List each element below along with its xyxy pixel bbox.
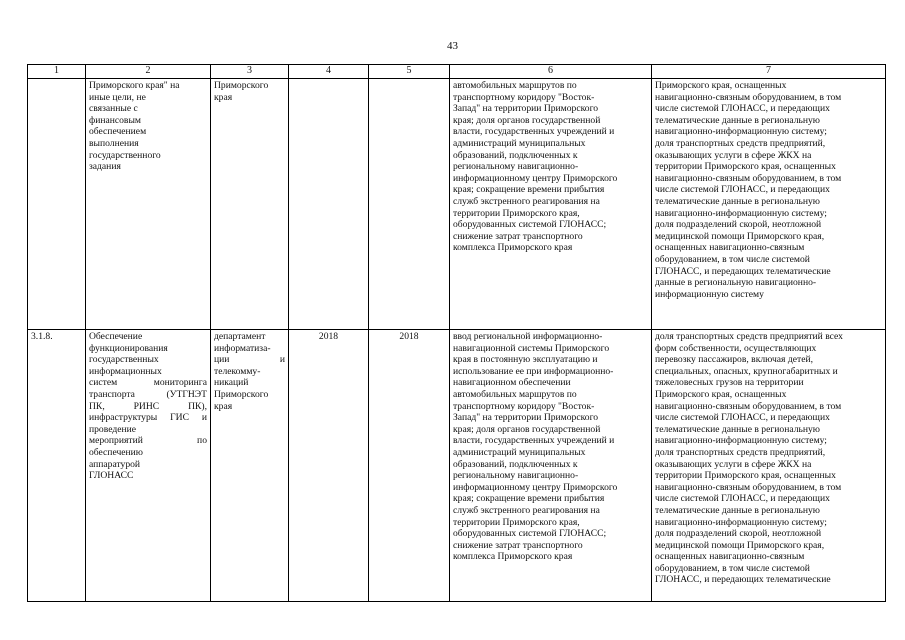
cell-text-line: образований, подключенных к — [453, 458, 578, 470]
cell-text-line: снижение затрат транспортного — [453, 230, 583, 242]
cell-text-line: комплекса Приморского края — [453, 242, 573, 254]
cell-text-line: иные цели, не — [89, 91, 146, 103]
table-cell-col-3 — [211, 79, 289, 330]
cell-text-line: мероприятий по — [89, 435, 207, 447]
cell-text-line: телематические данные в региональную — [655, 423, 820, 435]
cell-text-line: края; сокращение времени прибытия — [453, 184, 605, 196]
cell-text-line: числе системой ГЛОНАСС, и передающих — [655, 493, 830, 505]
column-header: 2 — [86, 65, 211, 79]
cell-text-line: власти, государственных учреждений и — [453, 126, 615, 138]
cell-text-line: числе системой ГЛОНАСС, и передающих — [655, 103, 830, 115]
column-header: 4 — [289, 65, 369, 79]
cell-text-line: территории Приморского края, — [453, 516, 580, 528]
cell-text-line: специальных, опасных, крупногабаритных и — [655, 365, 838, 377]
cell-text-line: информационному центру Приморского — [453, 481, 618, 493]
cell-text-line: телематические данные в региональную — [655, 114, 820, 126]
cell-text-line: ГЛОНАСС, и передающих телематические — [655, 574, 831, 586]
column-header: 3 — [211, 65, 289, 79]
cell-text-line: аппаратурой — [89, 458, 141, 470]
cell-text-line: проведение — [89, 423, 136, 435]
cell-text-line: автомобильных маршрутов по — [453, 388, 577, 400]
measures-table — [27, 64, 886, 602]
table-cell-col-4: 2018 — [289, 330, 369, 602]
cell-text-line: телематические данные в региональную — [655, 504, 820, 516]
cell-text-line: навигационно-связным оборудованием, в том — [655, 91, 842, 103]
cell-text-line: оснащенных навигационно-связным — [655, 242, 805, 254]
cell-text-line: Запад" на территории Приморского — [453, 412, 599, 424]
cell-text-line: навигационно-информационную систему; — [655, 516, 827, 528]
table-row — [28, 79, 886, 330]
cell-text-line: территории Приморского края, оснащенных — [655, 161, 836, 173]
cell-text-line: оборудованием, в том числе системой — [655, 253, 810, 265]
table-cell-col-2 — [86, 330, 211, 602]
cell-text-line: обеспечением — [89, 126, 147, 138]
cell-text-line: оказывающих услуги в сфере ЖКХ на — [655, 458, 812, 470]
cell-text-line: края в постоянную эксплуатацию и — [453, 354, 598, 366]
table-cell-col-5: 2018 — [369, 330, 450, 602]
cell-text-line: комплекса Приморского края — [453, 551, 573, 563]
table-cell-col-2 — [86, 79, 211, 330]
cell-text-line: перевозку пассажиров, включая детей, — [655, 354, 813, 366]
cell-text-line: транспорта (УТГНЭТ — [89, 388, 207, 400]
cell-text-line: информационных — [89, 365, 162, 377]
cell-text-line: оборудованных системой ГЛОНАСС; — [453, 219, 607, 231]
cell-text-line: навигационно-связным оборудованием, в том — [655, 172, 842, 184]
cell-text-line: государственных — [89, 354, 159, 366]
cell-text-line: навигационно-информационную систему; — [655, 207, 827, 219]
cell-text-line: власти, государственных учреждений и — [453, 435, 615, 447]
cell-text-line: государственного — [89, 149, 161, 161]
column-header: 6 — [450, 65, 652, 79]
cell-text-line: края; доля органов государственной — [453, 423, 601, 435]
header-row — [28, 65, 886, 79]
cell-text-line: Запад" на территории Приморского — [453, 103, 599, 115]
cell-text-line: ПК, РИНС ПК), — [89, 400, 207, 412]
cell-text-line: Приморского края" на — [89, 80, 180, 91]
table-cell-col-6 — [450, 330, 652, 602]
cell-text-line: ввод региональной информационно- — [453, 331, 603, 342]
table-cell-col-5 — [369, 79, 450, 330]
cell-text-line: информационному центру Приморского — [453, 172, 618, 184]
cell-text-line: доля транспортных средств предприятий, — [655, 446, 826, 458]
cell-text-line: обеспечению — [89, 446, 143, 458]
cell-text-line: края; доля органов государственной — [453, 114, 601, 126]
cell-text-line: территории Приморского края, оснащенных — [655, 470, 836, 482]
page-number: 43 — [447, 40, 458, 52]
cell-text-line: медицинской помощи Приморского края, — [655, 230, 825, 242]
cell-text-line: оказывающих услуги в сфере ЖКХ на — [655, 149, 812, 161]
cell-text-line: транспортному коридору "Восток- — [453, 400, 595, 412]
cell-text-line: служб экстренного реагирования на — [453, 504, 600, 516]
table-cell-col-7 — [652, 79, 886, 330]
cell-text-line: служб экстренного реагирования на — [453, 195, 600, 207]
column-header: 1 — [28, 65, 86, 79]
cell-text-line: задания — [89, 161, 121, 173]
table-cell-col-3 — [211, 330, 289, 602]
cell-text-line: территории Приморского края, — [453, 207, 580, 219]
cell-text-line: телематические данные в региональную — [655, 195, 820, 207]
cell-text-line: навигационном обеспечении — [453, 377, 571, 389]
cell-text-line: навигационной системы Приморского — [453, 342, 610, 354]
cell-text-line: использование ее при информационно- — [453, 365, 614, 377]
cell-text-line: информационную систему — [655, 288, 764, 300]
cell-text-line: выполнения — [89, 137, 139, 149]
cell-text-line: инфраструктуры ГИС и — [89, 412, 207, 424]
cell-text-line: образований, подключенных к — [453, 149, 578, 161]
cell-text-line: ции и — [214, 354, 285, 366]
table-cell-col-4 — [289, 79, 369, 330]
table-cell-col-1: 3.1.8. — [28, 330, 86, 602]
cell-text-line: Приморского края, оснащенных — [655, 388, 787, 400]
cell-text-line: навигационно-связным оборудованием, в том — [655, 400, 842, 412]
cell-text-line: числе системой ГЛОНАСС, и передающих — [655, 184, 830, 196]
cell-text-line: Приморского — [214, 388, 269, 400]
cell-text-line: доля подразделений скорой, неотложной — [655, 219, 822, 231]
cell-text-line: систем мониторинга — [89, 377, 207, 389]
table-row — [28, 330, 886, 602]
cell-text-line: никаций — [214, 377, 249, 389]
cell-text-line: края — [214, 91, 233, 103]
cell-text-line: навигационно-информационную систему; — [655, 435, 827, 447]
cell-text-line: снижение затрат транспортного — [453, 539, 583, 551]
cell-text-line: функционирования — [89, 342, 168, 354]
cell-text-line: числе системой ГЛОНАСС, и передающих — [655, 412, 830, 424]
cell-text-line: ГЛОНАСС — [89, 470, 134, 482]
cell-text-line: тяжеловесных грузов на территории — [655, 377, 804, 389]
cell-text-line: администраций муниципальных — [453, 137, 586, 149]
cell-text-line: края — [214, 400, 233, 412]
cell-text-line: транспортному коридору "Восток- — [453, 91, 595, 103]
cell-text-line: края; сокращение времени прибытия — [453, 493, 605, 505]
cell-text-line: администраций муниципальных — [453, 446, 586, 458]
cell-text-line: Приморского — [214, 80, 269, 91]
cell-text-line: оснащенных навигационно-связным — [655, 551, 805, 563]
table-cell-col-6 — [450, 79, 652, 330]
cell-text-line: связанные с — [89, 103, 138, 115]
cell-text-line: информатиза- — [214, 342, 271, 354]
cell-text-line: автомобильных маршрутов по — [453, 80, 577, 91]
cell-text-line: департамент — [214, 331, 266, 342]
cell-text-line: финансовым — [89, 114, 141, 126]
cell-text-line: навигационно-связным оборудованием, в том — [655, 481, 842, 493]
cell-text-line: региональному навигационно- — [453, 161, 579, 173]
cell-text-line: форм собственности, осуществляющих — [655, 342, 817, 354]
cell-text-line: данные в региональную навигационно- — [655, 277, 817, 289]
cell-text-line: Обеспечение — [89, 331, 143, 342]
cell-text-line: оборудованных системой ГЛОНАСС; — [453, 528, 607, 540]
cell-text-line: медицинской помощи Приморского края, — [655, 539, 825, 551]
column-header: 7 — [652, 65, 886, 79]
cell-text-line: телекомму- — [214, 365, 261, 377]
cell-text-line: оборудованием, в том числе системой — [655, 562, 810, 574]
cell-text-line: доля транспортных средств предприятий, — [655, 137, 826, 149]
table-cell-col-1 — [28, 79, 86, 330]
cell-text-line: навигационно-информационную систему; — [655, 126, 827, 138]
table-cell-col-7 — [652, 330, 886, 602]
column-header: 5 — [369, 65, 450, 79]
cell-text-line: ГЛОНАСС, и передающих телематические — [655, 265, 831, 277]
cell-text-line: доля подразделений скорой, неотложной — [655, 528, 822, 540]
cell-text-line: Приморского края, оснащенных — [655, 80, 787, 91]
cell-text-line: региональному навигационно- — [453, 470, 579, 482]
cell-text-line: доля транспортных средств предприятий всех — [655, 331, 843, 342]
